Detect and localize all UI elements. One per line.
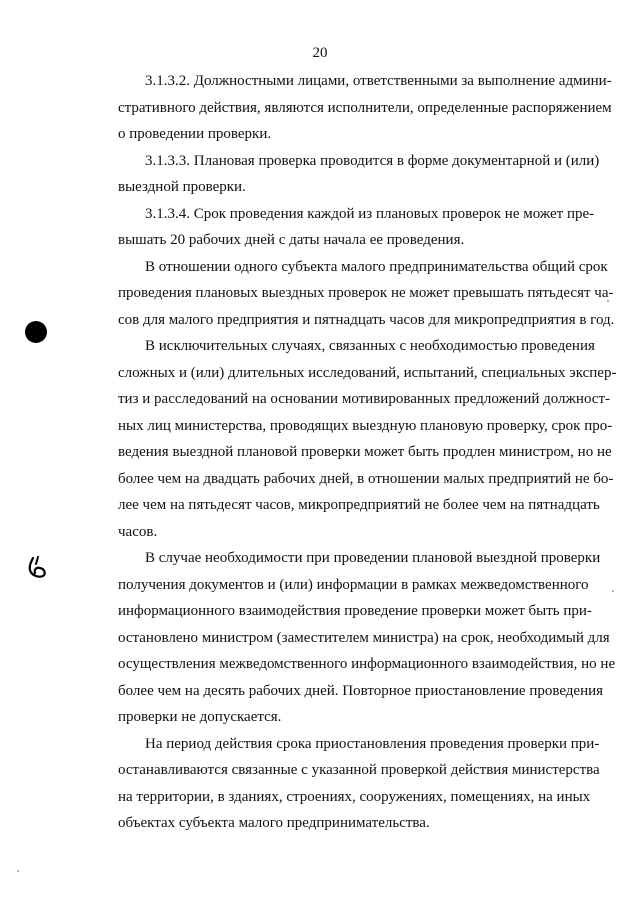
paragraph-3-1-3-4 bbox=[91, 201, 595, 254]
text-line: более чем на двадцать рабочих дней, в отношении малых предприятий не бо- bbox=[118, 470, 614, 487]
text-line: осуществления межведомственного информационного взаимодействия, но не bbox=[118, 656, 616, 672]
text-line: 3.1.3.2. Должностными лицами, ответственными за выполнение админи- bbox=[145, 73, 612, 89]
text-line: сов для малого предприятия и пятнадцать часов для микропредприятия в год. bbox=[118, 311, 615, 328]
text-line: выездной проверки. bbox=[118, 179, 246, 195]
text-line: стративного действия, являются исполнители, определенные распоряжением bbox=[118, 99, 612, 116]
text-line: В исключительных случаях, связанных с необходимостью проведения bbox=[145, 338, 595, 354]
document-body bbox=[91, 68, 617, 837]
text-line: ведения выездной плановой проверки может быть продлен министром, но не bbox=[118, 444, 612, 460]
text-line: о проведении проверки. bbox=[118, 126, 272, 142]
text-line: часов. bbox=[118, 523, 158, 540]
text-line: объектах субъекта малого предпринимательства. bbox=[118, 815, 430, 831]
paragraph-3-1-3-3 bbox=[91, 148, 600, 201]
text-line: ных лиц министерства, проводящих выездную плановую проверку, срок про- bbox=[118, 417, 613, 434]
text-line: на территории, в зданиях, строениях, сооружениях, помещениях, на иных bbox=[118, 788, 591, 805]
punch-hole-mark bbox=[25, 321, 47, 343]
page-number: 20 bbox=[312, 45, 328, 61]
text-line: остановлено министром (заместителем министра) на срок, необходимый для bbox=[118, 629, 610, 646]
paragraph-suspension bbox=[91, 545, 616, 731]
paragraph-suspension-period bbox=[91, 731, 600, 837]
text-line: В случае необходимости при проведении плановой выездной проверки bbox=[145, 550, 601, 566]
text-line: проверки не допускается. bbox=[118, 709, 282, 725]
text-line: тиз и расследований на основании мотивированных предложений должност- bbox=[118, 391, 611, 407]
paragraph-total-duration bbox=[91, 254, 615, 334]
text-line: 3.1.3.3. Плановая проверка проводится в форме документарной и (или) bbox=[145, 152, 600, 169]
scan-speck bbox=[612, 590, 614, 592]
text-line: лее чем на пятьдесят часов, микропредприятий не более чем на пятнадцать bbox=[118, 497, 600, 513]
text-line: На период действия срока приостановления проведения проверки при- bbox=[145, 735, 600, 752]
paragraph-exceptional-cases bbox=[91, 333, 617, 545]
text-line: вышать 20 рабочих дней с даты начала ее проведения. bbox=[118, 232, 465, 248]
scan-speck bbox=[17, 870, 19, 872]
text-line: В отношении одного субъекта малого предпринимательства общий срок bbox=[145, 258, 608, 275]
text-line: сложных и (или) длительных исследований, испытаний, специальных экспер- bbox=[118, 364, 617, 381]
text-line: проведения плановых выездных проверок не может превышать пятьдесят ча- bbox=[118, 285, 614, 301]
text-line: получения документов и (или) информации в рамках межведомственного bbox=[118, 576, 589, 593]
paragraph-3-1-3-2 bbox=[91, 68, 612, 148]
text-line: останавливаются связанные с указанной проверкой действия министерства bbox=[118, 762, 600, 778]
scan-artifact-mark bbox=[26, 556, 48, 580]
text-line: более чем на десять рабочих дней. Повторное приостановление проведения bbox=[118, 682, 604, 699]
text-line: информационного взаимодействия проведение проверки может быть при- bbox=[118, 603, 592, 619]
text-line: 3.1.3.4. Срок проведения каждой из плановых проверок не может пре- bbox=[145, 205, 595, 222]
